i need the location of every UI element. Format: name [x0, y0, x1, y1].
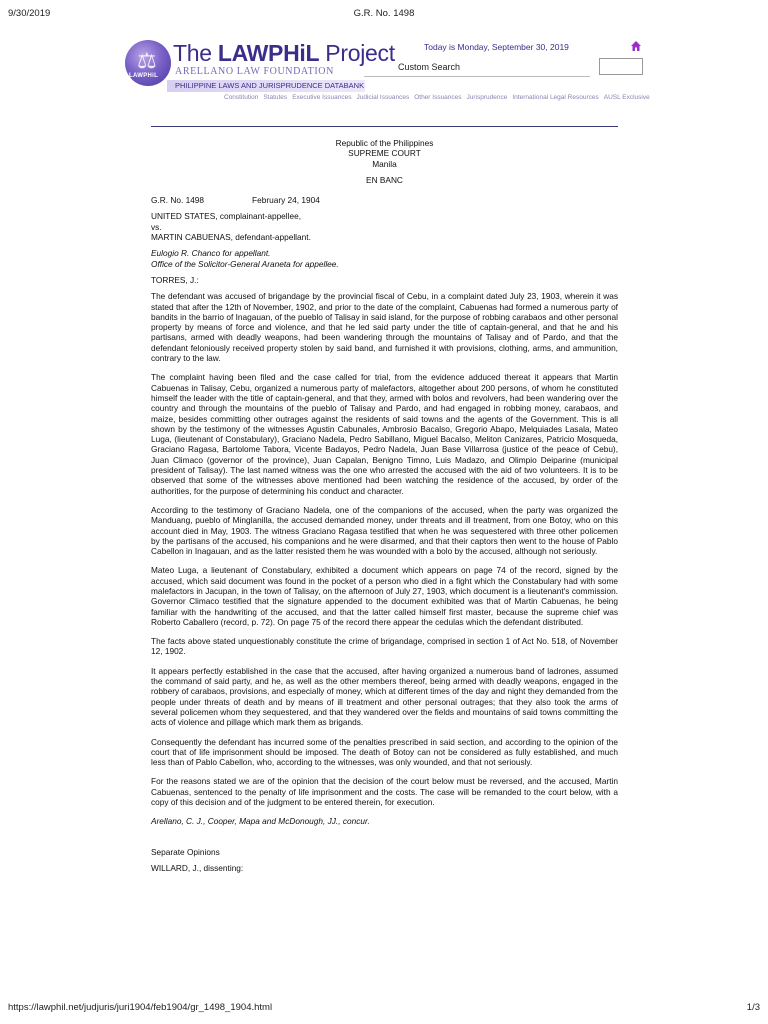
print-url: https://lawphil.net/judjuris/juri1904/feb1904/gr_1498_1904.html: [8, 1002, 273, 1013]
paragraph: It appears perfectly established in the case that the accused, after having organized a numerous band of ladrones, assumed the command of said party, and he, as well as the other members thereof, being armed with deadly weapons, engaged in the robbery of carabaos, provisions, and especially of money, which at different times of the day and night they demanded from the people under threats of death and by means of ill treatment and other personal outrages; that they also took the arms of several policemen whom they sequestered, and that they wandered over the fields and mountains of said towns committing the acts of violence and pillage which mark them as brigands.: [151, 665, 618, 728]
print-page-number: 1/3: [746, 1002, 760, 1013]
print-footer: [8, 1002, 760, 1016]
paragraph: According to the testimony of Graciano Nadela, one of the companions of the accused, when the party was organized the Manduang, pueblo of Minglanilla, the accused demanded money, under threats and ill treatment, from one Botoy, who on this account died in May, 1903. The witness Graciano Ragasa testified that when he was sequestered with three other policemen by the partisans of the accused, his companions and he were disarmed, and that their captors then went to the house of Pablo Cabellon in Inagauan, and as the latter resisted them he was wounded with a bolo by the accused, although not seriously.: [151, 504, 618, 557]
nav-other-issuances[interactable]: Other Issuances: [414, 94, 462, 101]
paragraph: For the reasons stated we are of the opinion that the decision of the court below must be reversed, and the accused, Martin Cabuenas, sentenced to the penalty of life imprisonment and the costs. The case will be remanded to the court below, with a copy of this decision and of the judgment to be entered therein, for execution.: [151, 776, 618, 808]
search-button[interactable]: [599, 58, 643, 75]
city-line: Manila: [372, 158, 397, 169]
nav-judicial-issuances[interactable]: Judicial Issuances: [356, 94, 410, 101]
brand-bar: PHILIPPINE LAWS AND JURISPRUDENCE DATABANK: [167, 80, 365, 92]
search-input[interactable]: [398, 60, 578, 74]
republic-line: Republic of the Philippines: [335, 138, 434, 148]
print-date: 9/30/2019: [8, 8, 51, 19]
nav-constitution[interactable]: Constitution: [224, 94, 259, 101]
court-line: SUPREME COURT: [348, 148, 421, 159]
gr-number: G.R. No. 1498: [151, 195, 205, 206]
paragraph: The facts above stated unquestionably constitute the crime of brigandage, comprised in section 1 of Act No. 518, of November 12, 1902.: [151, 636, 618, 657]
site-banner[interactable]: [125, 34, 395, 96]
paragraph: Consequently the defendant has incurred some of the penalties prescribed in said section, and according to the opinion of the court that of life imprisonment should be imposed. The death of Botoy can not be considered as fully established, and much less than of Pablo Cabellon, who, according to the witnesses, was only wounded, and that not seriously.: [151, 736, 618, 768]
nav-jurisprudence[interactable]: Jurisprudence: [466, 94, 508, 101]
defendant: MARTIN CABUENAS, defendant-appellant.: [151, 232, 311, 243]
plaintiff: UNITED STATES, complainant-appellee,: [151, 211, 302, 222]
decision-date: February 24, 1904: [252, 195, 320, 206]
division-line: EN BANC: [366, 174, 403, 185]
separate-opinions-heading: Separate Opinions: [151, 846, 220, 857]
header-divider: [151, 126, 618, 127]
logo-label: LAWPHiL: [129, 73, 159, 79]
print-header: [8, 8, 760, 22]
ponente: TORRES, J.:: [151, 274, 199, 285]
case-number-line: [151, 195, 618, 205]
brand-subtitle: ARELLANO LAW FOUNDATION: [175, 66, 334, 77]
nav-international-legal-resources[interactable]: International Legal Resources: [512, 94, 599, 101]
decision-body: [151, 138, 618, 873]
nav-statutes[interactable]: Statutes: [263, 94, 288, 101]
nav-executive-issuances[interactable]: Executive Issuances: [292, 94, 352, 101]
concurring-justices: Arellano, C. J., Cooper, Mapa and McDonough, JJ., concur.: [151, 816, 370, 827]
dissent-heading: WILLARD, J., dissenting:: [151, 862, 244, 873]
counsel-appellee: Office of the Solicitor-General Araneta for appellee.: [151, 258, 339, 269]
versus: vs.: [151, 221, 162, 232]
home-icon[interactable]: [630, 40, 642, 52]
brand-title: The LAWPHiL Project: [173, 40, 395, 66]
print-title: G.R. No. 1498: [353, 8, 415, 19]
paragraph: The defendant was accused of brigandage by the provincial fiscal of Cebu, in a complaint dated July 23, 1903, wherein it was stated that after the 12th of November, 1902, and prior to the date of the complaint, Cabuenas had formed a numerous party of bandits in the barrio of Inagauan, of the pueblo of Talisay in said island, for the purpose of robbing carabaos and other personal property by means of force and violence, and that he led said party under the title of captain-general, and that he and his partisans, armed with deadly weapons, had been wandering through the mountains of Talisay and of Pardo, and that the defendant feloniously received property stolen by said band, and furnished it with provisions, clothing, arms, and ammunition, contrary to the law.: [151, 291, 618, 364]
paragraph: Mateo Luga, a lieutenant of Constabulary, exhibited a document which appears on page 74 of the record, signed by the accused, which said document was found in the pocket of a person who died in a fight which the Constabulary had with some malefactors in Jacupan, in the town of Talisay, on the afternoon of July 27, 1903, which document is a lieutenant's commission. Governor Climaco testified that the signature appended to the document exhibited was that of Martin Cabuenas, he being familiar with the handwriting of the accused, and that the latter called himself first master, because the supreme chief was Roberto Caballero (record, p. 72). On page 75 of the record there appear the cedulas which the defendant distributed.: [151, 565, 618, 627]
today-date: Today is Monday, September 30, 2019: [424, 42, 569, 52]
top-nav: [224, 94, 655, 101]
counsel-appellant: Eulogio R. Chanco for appellant.: [151, 248, 271, 259]
paragraph: The complaint having been filed and the case called for trial, from the evidence adduced thereat it appears that Martin Cabuenas in Talisay, Cebu, organized a numerous party of malefactors, altogether about 200 persons, of whom he constituted himself the leader with the title of captain-general, and that they, armed with bolos and revolvers, had been wandering over the country and through the mountains of the pueblo of Talisay and Pardo, and had engaged in robbing money, carabaos, and maize, besides committing other outrages against the residents of said towns and the agents of the Government. This is all shown by the testimony of the witnesses Agustin Cabunales, Ambrosio Bacalso, Gregorio Abapo, Melquiades Lasala, Mateo Luga, (lieutenant of Constabulary), Graciano Nadela, Pedro Sabillano, Miguel Bacalso, Meliton Canizares, Patricio Mosqueda, Graciano Ragasa, Bartolome Tabora, Vicente Badayos, Pedro Nadela, Juan Base Villarrosa (justice of the peace of Cebu), Juan Climaco (governor of the province), Juan Capalan, Benigno Timno, Luis Madazo, and Olimpio Deiparine (municipal president of Talisay). The last named witness was the one who arrested the accused with the aid of two volunteers. It is to be observed that some of the witnesses above mentioned had been watching the residence of the accused, by order of the authorities, for the purpose of determining his conduct and character.: [151, 372, 618, 496]
nav-ausl-exclusive[interactable]: AUSL Exclusive: [603, 94, 650, 101]
logo-icon: ⚖ LAWPHiL: [125, 40, 171, 86]
